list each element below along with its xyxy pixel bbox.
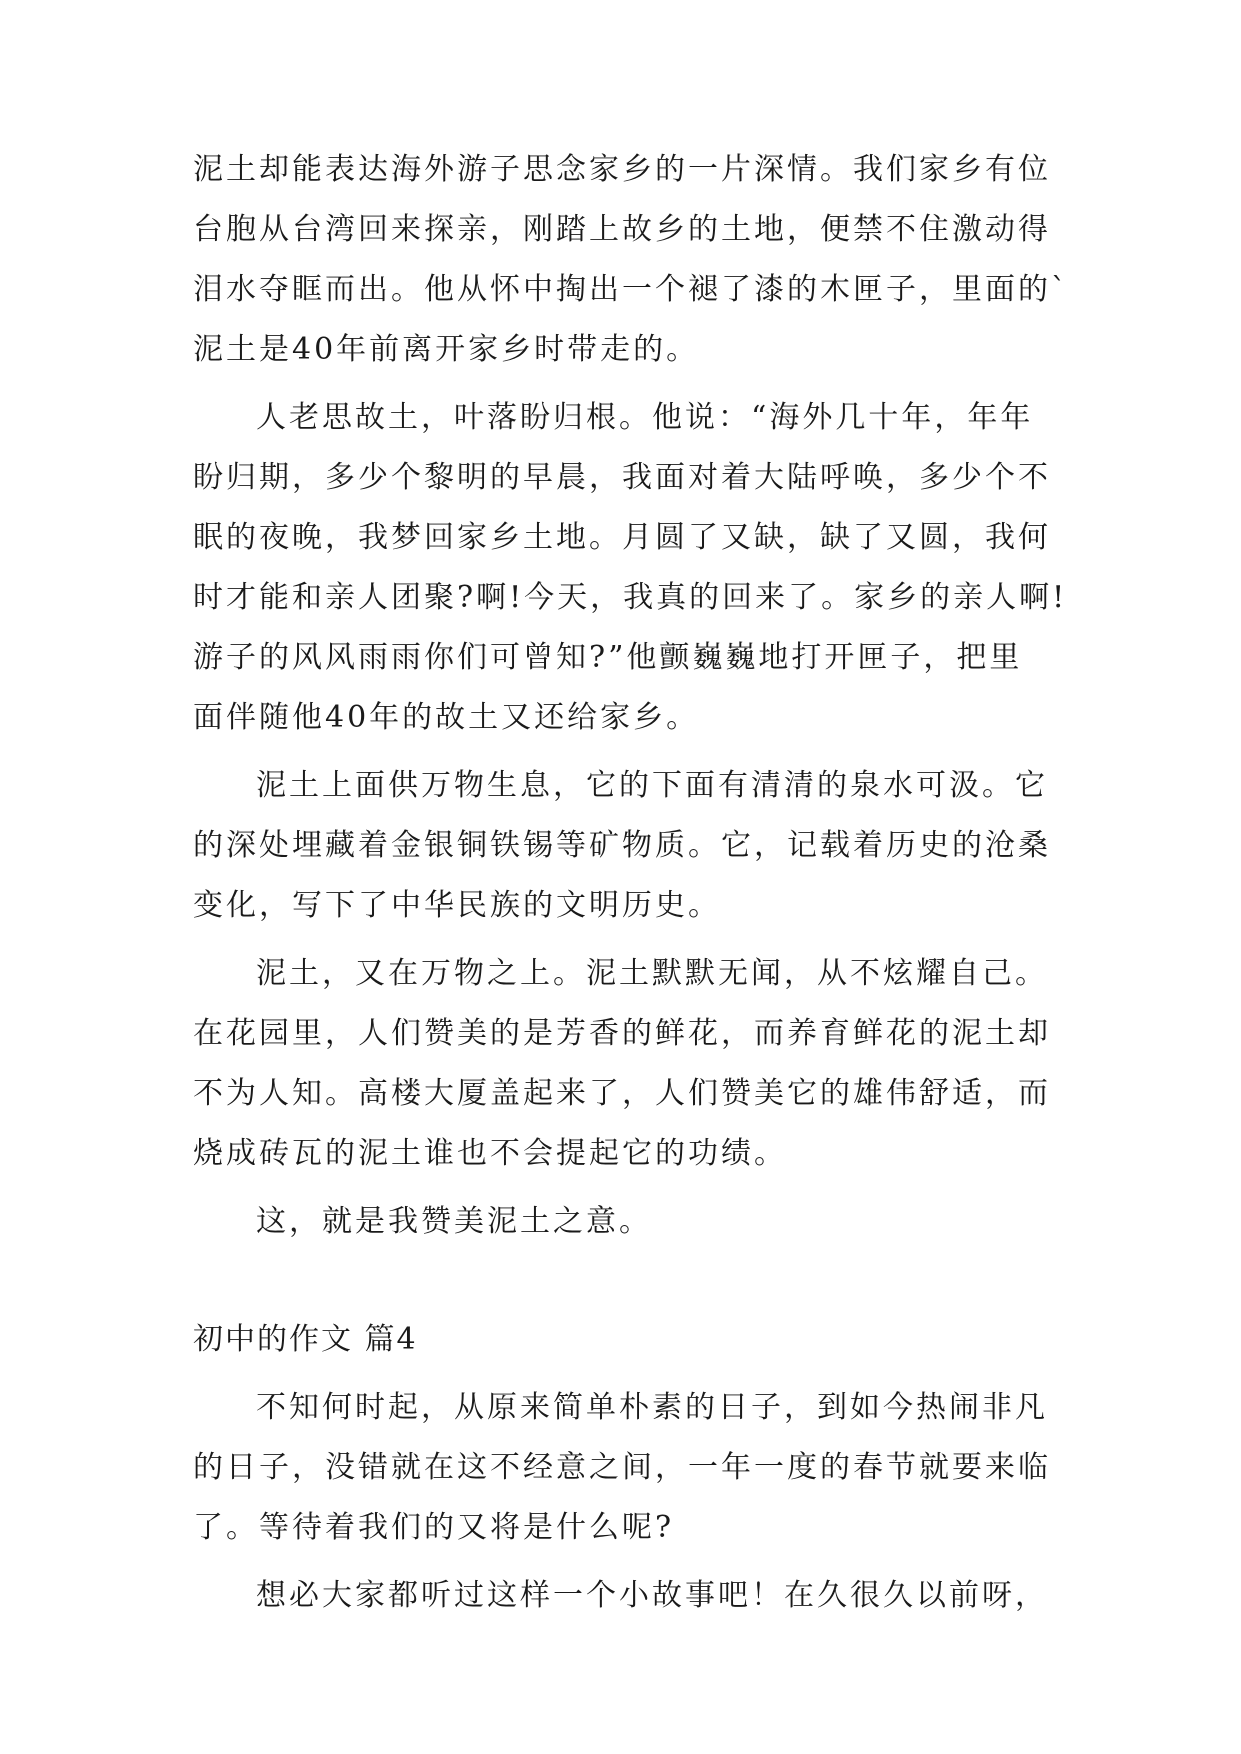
text-line: 面伴随他40年的故土又还给家乡。	[193, 700, 700, 735]
text-line: 游子的风风雨雨你们可曾知?”他颤巍巍地打开匣子，把里	[193, 640, 1023, 675]
paragraph-first-line: 想必大家都听过这样一个小故事吧！在久很久以前呀，	[256, 1578, 1048, 1613]
text-line: 变化，写下了中华民族的文明历史。	[193, 888, 721, 923]
paragraph-first-line: 这，就是我赞美泥土之意。	[256, 1204, 652, 1239]
paragraph-first-line: 泥土，又在万物之上。泥土默默无闻，从不炫耀自己。	[256, 956, 1048, 991]
text-line: 的日子，没错就在这不经意之间，一年一度的春节就要来临	[193, 1450, 1051, 1485]
paragraph-first-line: 泥土上面供万物生息，它的下面有清清的泉水可汲。它	[256, 768, 1048, 803]
text-line: 烧成砖瓦的泥土谁也不会提起它的功绩。	[193, 1136, 787, 1171]
paragraph-first-line: 不知何时起，从原来简单朴素的日子，到如今热闹非凡	[256, 1390, 1048, 1425]
text-line: 盼归期，多少个黎明的早晨，我面对着大陆呼唤，多少个不	[193, 460, 1051, 495]
text-line: 在花园里，人们赞美的是芳香的鲜花，而养育鲜花的泥土却	[193, 1016, 1051, 1051]
text-line: 不为人知。高楼大厦盖起来了，人们赞美它的雄伟舒适，而	[193, 1076, 1051, 1111]
text-line: 时才能和亲人团聚?啊!今天，我真的回来了。家乡的亲人啊!	[193, 580, 1068, 615]
text-line: 了。等待着我们的又将是什么呢?	[193, 1510, 675, 1545]
text-line: 泥土是40年前离开家乡时带走的。	[193, 332, 700, 367]
text-line: 台胞从台湾回来探亲，刚踏上故乡的土地，便禁不住激动得	[193, 212, 1051, 247]
section-heading: 初中的作文 篇4	[193, 1322, 418, 1357]
text-line: 泥土却能表达海外游子思念家乡的一片深情。我们家乡有位	[193, 152, 1051, 187]
text-line: 泪水夺眶而出。他从怀中掏出一个褪了漆的木匣子，里面的`	[193, 272, 1069, 307]
text-line: 的深处埋藏着金银铜铁锡等矿物质。它，记载着历史的沧桑	[193, 828, 1051, 863]
paragraph-first-line: 人老思故土，叶落盼归根。他说：“海外几十年，年年	[256, 400, 1034, 435]
text-line: 眠的夜晚，我梦回家乡土地。月圆了又缺，缺了又圆，我何	[193, 520, 1051, 555]
